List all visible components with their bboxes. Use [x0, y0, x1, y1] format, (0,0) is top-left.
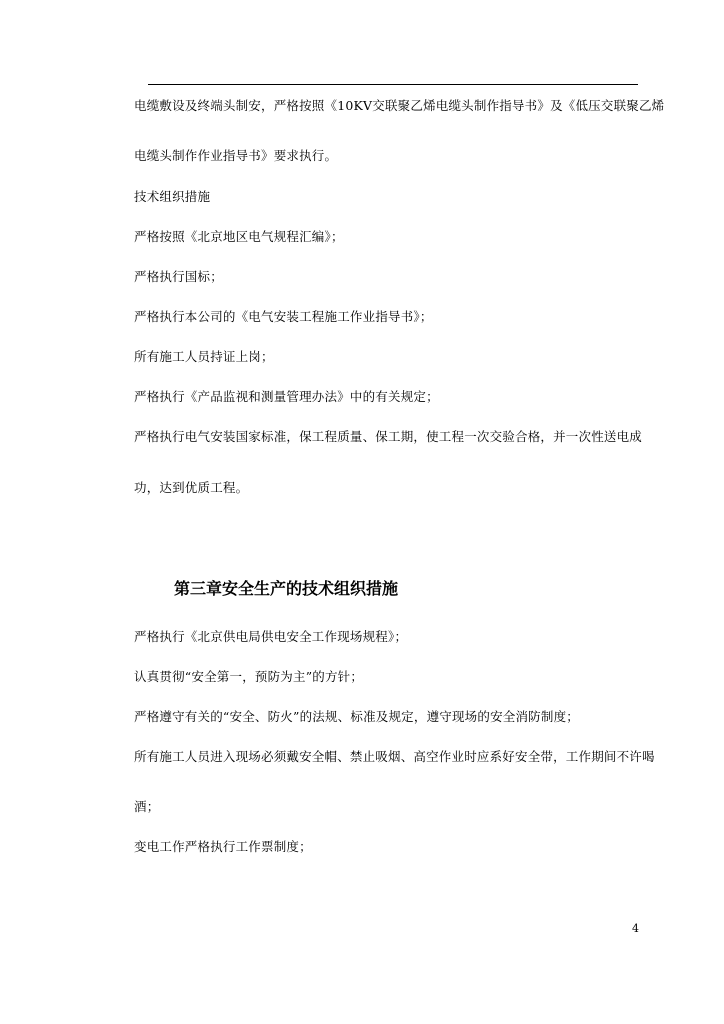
- body-line: 严格执行电气安装国家标准，保工程质量、保工期，使工程一次交验合格，并一次性送电成: [134, 429, 643, 444]
- body-line: 功，达到优质工程。: [134, 480, 249, 495]
- body-line: 严格执行《产品监视和测量管理办法》中的有关规定；: [134, 389, 439, 404]
- body-line: 严格按照《北京地区电气规程汇编》；: [134, 229, 344, 244]
- body-line: 酒；: [134, 799, 160, 814]
- header-rule: [148, 84, 638, 85]
- subheading-line: 技术组织措施: [134, 189, 211, 204]
- body-line: 严格执行《北京供电局供电安全工作现场规程》；: [134, 629, 408, 644]
- body-line: 电缆敷设及终端头制安，严格按照《10KV交联聚乙烯电缆头制作指导书》及《低压交联聚乙烯: [134, 98, 665, 113]
- body-line: 电缆头制作作业指导书》要求执行。: [134, 148, 338, 163]
- chapter-title: 第三章安全生产的技术组织措施: [174, 579, 399, 598]
- body-line: 认真贯彻“安全第一，预防为主”的方针；: [134, 669, 364, 684]
- page-number: 4: [632, 922, 639, 935]
- body-line: 所有施工人员持证上岗；: [134, 349, 274, 364]
- body-line: 变电工作严格执行工作票制度；: [134, 839, 312, 854]
- body-line: 所有施工人员进入现场必须戴安全帽、禁止吸烟、高空作业时应系好安全带，工作期间不许喝: [134, 749, 655, 764]
- body-line: 严格执行本公司的《电气安装工程施工作业指导书》；: [134, 309, 433, 324]
- body-line: 严格遵守有关的“安全、防火”的法规、标准及规定，遵守现场的安全消防制度；: [134, 709, 579, 724]
- body-line: 严格执行国标；: [134, 269, 223, 284]
